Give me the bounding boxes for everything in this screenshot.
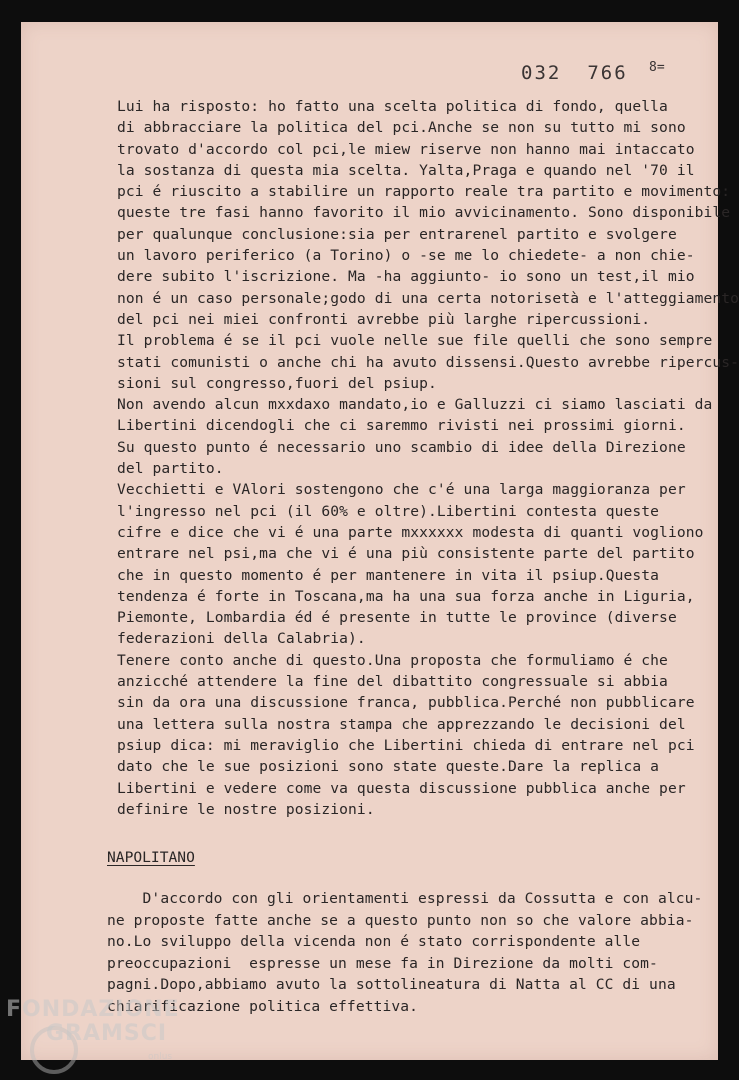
- body-line: stati comunisti o anche chi ha avuto dissensi.Questo avrebbe ripercus-: [117, 353, 739, 371]
- watermark-line2: GRAMSCI: [46, 1021, 168, 1046]
- section-body-text: [107, 888, 717, 1017]
- body-line: pci é riuscito a stabilire un rapporto reale tra partito e movimento:: [117, 183, 731, 201]
- body-line: queste tre fasi hanno favorito il mio avvicinamento. Sono disponibile: [117, 204, 731, 222]
- section-line: pagni.Dopo,abbiamo avuto la sottolineatura di Natta al CC di una: [107, 976, 676, 993]
- section-line: D'accordo con gli orientamenti espressi da Cossutta e con alcu-: [107, 890, 703, 907]
- body-line: Vecchietti e VAlori sostengono che c'é una larga maggioranza per: [117, 481, 686, 499]
- body-line: Lui ha risposto: ho fatto una scelta politica di fondo, quella: [117, 98, 668, 115]
- section-line: ne proposte fatte anche se a questo punto non so che valore abbia-: [107, 911, 694, 929]
- body-line: trovato d'accordo col pci,le miew riserve non hanno mai intaccato: [117, 140, 695, 158]
- typed-body-text: [117, 96, 739, 820]
- body-line: anzicché attendere la fine del dibattito congressuale si abbia: [117, 673, 668, 691]
- body-line: entrare nel psi,ma che vi é una più consistente parte del partito: [117, 545, 695, 563]
- section-line: chiarificazione politica effettiva.: [107, 997, 419, 1015]
- body-line: che in questo momento é per mantenere in vita il psiup.Questa: [117, 566, 660, 584]
- body-line: non é un caso personale;godo di una certa notorisetà e l'atteggiamento: [117, 289, 739, 307]
- folio-mark: 8=: [649, 60, 665, 75]
- body-line: del pci nei miei confronti avrebbe più larghe ripercussioni.: [117, 310, 651, 328]
- body-line: Tenere conto anche di questo.Una proposta che formuliamo é che: [117, 651, 668, 669]
- body-line: Libertini e vedere come va questa discussione pubblica anche per: [117, 779, 686, 797]
- body-line: un lavoro periferico (a Torino) o -se me lo chiedete- a non chie-: [117, 247, 695, 265]
- body-line: sioni sul congresso,fuori del psiup.: [117, 374, 437, 392]
- body-line: Piemonte, Lombardia éd é presente in tutte le province (diverse: [117, 609, 677, 627]
- body-line: Libertini dicendogli che ci saremmo rivisti nei prossimi giorni.: [117, 417, 686, 435]
- watermark-line1: FONDAZIONE: [6, 997, 180, 1022]
- body-line: Su questo punto é necessario uno scambio di idee della Direzione: [117, 438, 686, 456]
- body-line: psiup dica: mi meraviglio che Libertini chieda di entrare nel pci: [117, 736, 695, 754]
- body-line: dere subito l'iscrizione. Ma -ha aggiunto- io sono un test,il mio: [117, 268, 695, 286]
- watermark-suffix: onlus: [148, 1052, 173, 1062]
- body-line: Non avendo alcun mxxdaxo mandato,io e Galluzzi ci siamo lasciati da: [117, 396, 713, 414]
- watermark: [6, 998, 180, 1046]
- section-line: no.Lo sviluppo della vicenda non é stato corrispondente alle: [107, 933, 641, 950]
- body-line: l'ingresso nel pci (il 60% e oltre).Libertini contesta queste: [117, 502, 660, 520]
- body-line: tendenza é forte in Toscana,ma ha una sua forza anche in Liguria,: [117, 587, 695, 605]
- body-line: Il problema é se il pci vuole nelle sue file quelli che sono sempre: [117, 332, 713, 350]
- body-line: del partito.: [117, 460, 224, 478]
- page-number-left: 032: [521, 62, 562, 84]
- body-line: dato che le sue posizioni sono state queste.Dare la replica a: [117, 758, 660, 776]
- body-line: per qualunque conclusione:sia per entrarenel partito e svolgere: [117, 225, 677, 243]
- section-heading: NAPOLITANO: [107, 849, 195, 866]
- body-line: cifre e dice che vi é una parte mxxxxxx modesta di quanti vogliono: [117, 523, 704, 541]
- page-number: [521, 62, 628, 84]
- document-page: [21, 22, 739, 1060]
- body-line: sin da ora una discussione franca, pubblica.Perché non pubblicare: [117, 694, 695, 712]
- body-line: di abbracciare la politica del pci.Anche se non su tutto mi sono: [117, 119, 686, 137]
- body-line: federazioni della Calabria).: [117, 630, 366, 648]
- section-line: preoccupazioni espresse un mese fa in Direzione da molti com-: [107, 954, 658, 972]
- body-line: definire le nostre posizioni.: [117, 800, 375, 818]
- body-line: la sostanza di questa mia scelta. Yalta,Praga e quando nel '70 il: [117, 161, 695, 179]
- body-line: una lettera sulla nostra stampa che apprezzando le decisioni del: [117, 715, 686, 733]
- page-number-right: 766: [587, 62, 628, 84]
